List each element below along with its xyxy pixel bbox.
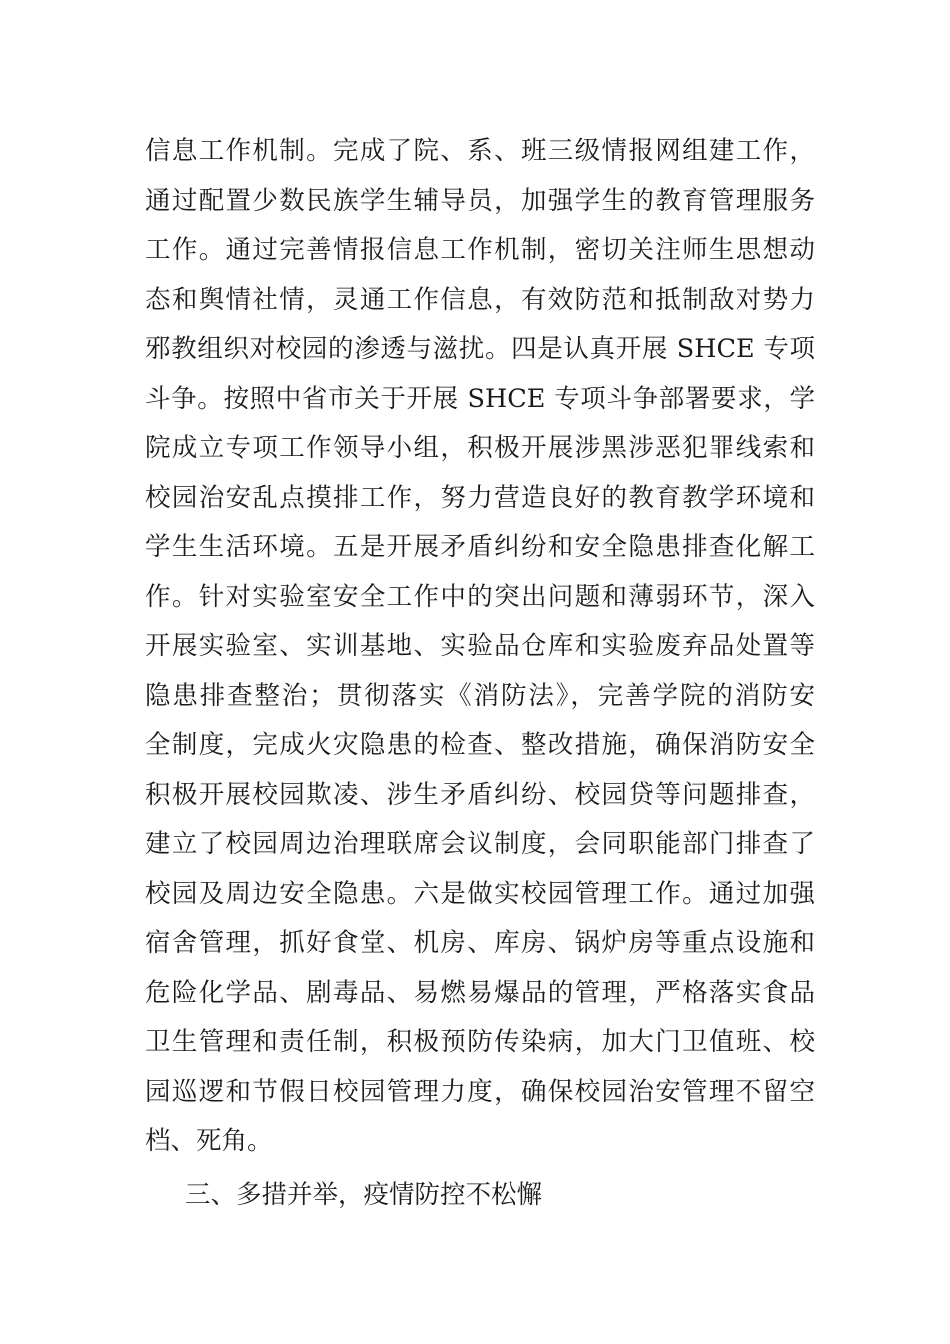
paragraph-line: 卫生管理和责任制，积极预防传染病，加大门卫值班、校 (145, 1027, 815, 1057)
paragraph-line: 积极开展校园欺凌、涉生矛盾纠纷、校园贷等问题排查， (145, 779, 815, 810)
paragraph-line: 档、死角。 (145, 1126, 273, 1156)
paragraph-line: 院成立专项工作领导小组，积极开展涉黑涉恶犯罪线索和 (145, 433, 815, 463)
paragraph-line: 校园治安乱点摸排工作，努力营造良好的教育教学环境和 (145, 482, 815, 513)
paragraph-line: 建立了校园周边治理联席会议制度，会同职能部门排查了 (145, 829, 815, 859)
paragraph-line: 学生生活环境。五是开展矛盾纠纷和安全隐患排查化解工 (145, 532, 815, 562)
paragraph-line: 危险化学品、剧毒品、易燃易爆品的管理，严格落实食品 (145, 977, 815, 1008)
paragraph-line: 宿舍管理，抓好食堂、机房、库房、锅炉房等重点设施和 (145, 928, 815, 958)
paragraph-line: 态和舆情社情，灵通工作信息，有效防范和抵制敌对势力 (145, 284, 815, 315)
paragraph-line: 工作。通过完善情报信息工作机制，密切关注师生思想动 (145, 235, 815, 265)
paragraph-line: 作。针对实验室安全工作中的突出问题和薄弱环节，深入 (145, 581, 815, 612)
paragraph-line: 开展实验室、实训基地、实验品仓库和实验废弃品处置等 (145, 631, 815, 661)
paragraph-line: 邪教组织对校园的渗透与滋扰。四是认真开展 SHCE 专项 (145, 334, 815, 364)
paragraph-line: 斗争。按照中省市关于开展 SHCE 专项斗争部署要求，学 (145, 383, 815, 414)
paragraph-line: 信息工作机制。完成了院、系、班三级情报网组建工作， (145, 136, 815, 166)
paragraph-line: 隐患排查整治；贯彻落实《消防法》，完善学院的消防安 (145, 680, 815, 711)
body-paragraph (145, 127, 815, 1167)
paragraph-line: 园巡逻和节假日校园管理力度，确保校园治安管理不留空 (145, 1076, 815, 1107)
section-heading: 三、多措并举，疫情防控不松懈 (185, 1180, 543, 1210)
paragraph-line: 全制度，完成火灾隐患的检查、整改措施，确保消防安全 (145, 730, 815, 760)
paragraph-line: 校园及周边安全隐患。六是做实校园管理工作。通过加强 (145, 878, 815, 909)
paragraph-line: 通过配置少数民族学生辅导员，加强学生的教育管理服务 (145, 185, 815, 216)
